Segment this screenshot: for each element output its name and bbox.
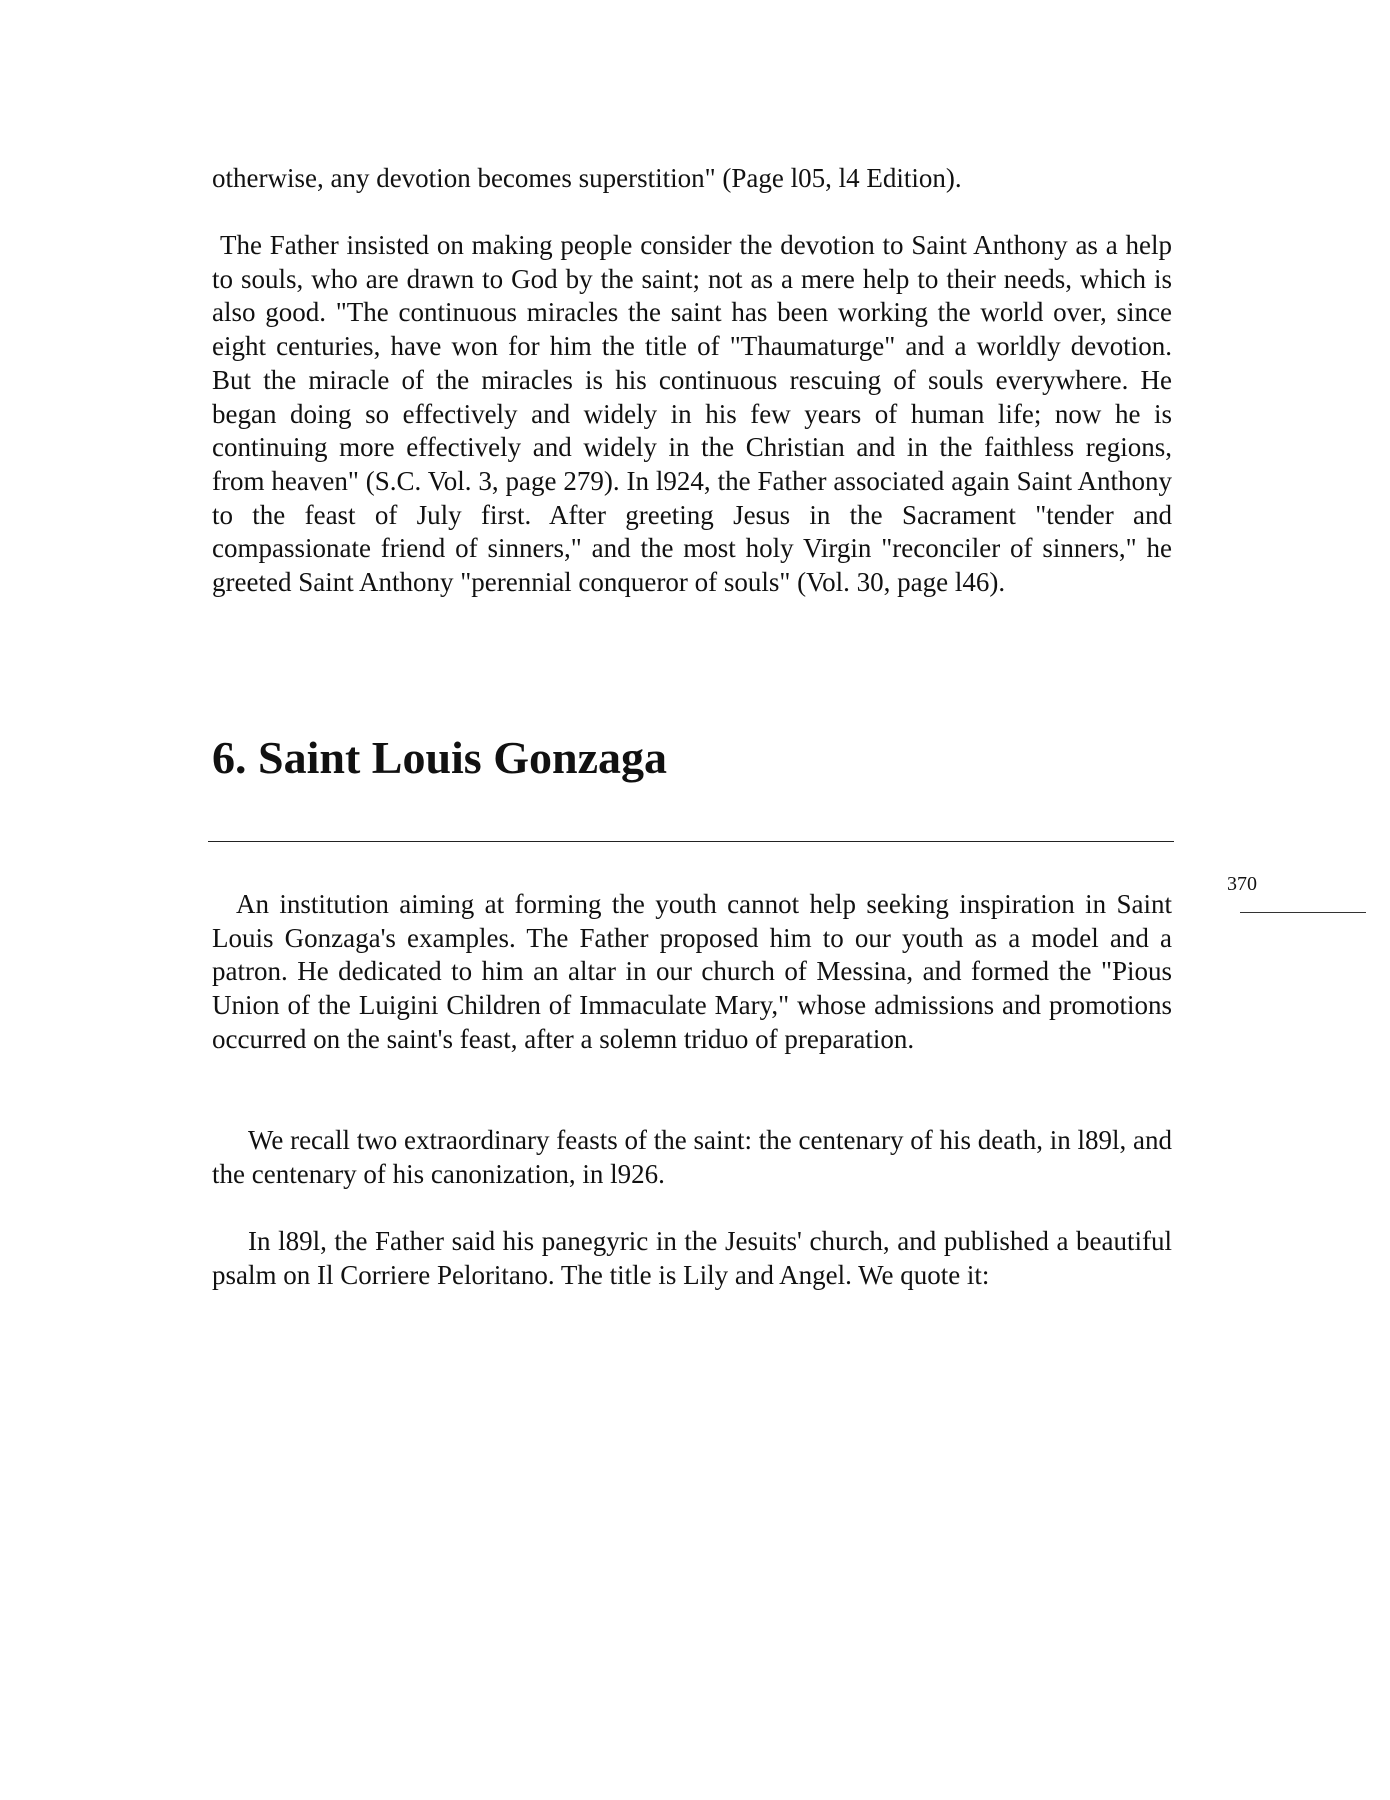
paragraph-saint-anthony: The Father insisted on making people consider the devotion to Saint Anthony as a help to souls, who are drawn to God by the saint; not as a mere help to their needs, which is also good. "The continuous miracles the saint has been working the world over, since eight centuries, have won for him the title of "Thaumaturge" and a worldly devotion. But the miracle of the miracles is his continuous rescuing of souls everywhere. He began doing so effectively and widely in his few years of human life; now he is continuing more effectively and widely in the Christian and in the faithless regions, from heaven" (S.C. Vol. 3, page 279). In l924, the Father associated again Saint Anthony to the feast of July first. After greeting Jesus in the Sacrament "tender and compassionate friend of sinners," and the most holy Virgin "reconciler of sinners," he greeted Saint Anthony "perennial conqueror of souls" (Vol. 30, page l46). [212, 230, 1172, 598]
paragraph-feasts: We recall two extraordinary feasts of the saint: the centenary of his death, in l89l, and the centenary of his canonization, in l926. [212, 1125, 1172, 1189]
paragraph-institution: An institution aiming at forming the youth cannot help seeking inspiration in Saint Louis Gonzaga's examples. The Father proposed him to our youth as a model and a patron. He dedicated to him an altar in our church of Messina, and formed the "Pious Union of the Luigini Children of Immaculate Mary," whose admissions and promotions occurred on the saint's feast, after a solemn triduo of preparation. [212, 889, 1172, 1054]
heading-divider [208, 841, 1174, 842]
paragraph-panegyric: In l89l, the Father said his panegyric in the Jesuits' church, and published a beautiful psalm on Il Corriere Peloritano. The title is Lily and Angel. We quote it: [212, 1226, 1172, 1290]
page-number-divider [1240, 912, 1366, 913]
paragraph-continuation: otherwise, any devotion becomes superstition" (Page l05, l4 Edition). [212, 163, 962, 193]
page-number: 370 [1227, 873, 1257, 895]
section-heading: 6. Saint Louis Gonzaga [212, 732, 667, 783]
